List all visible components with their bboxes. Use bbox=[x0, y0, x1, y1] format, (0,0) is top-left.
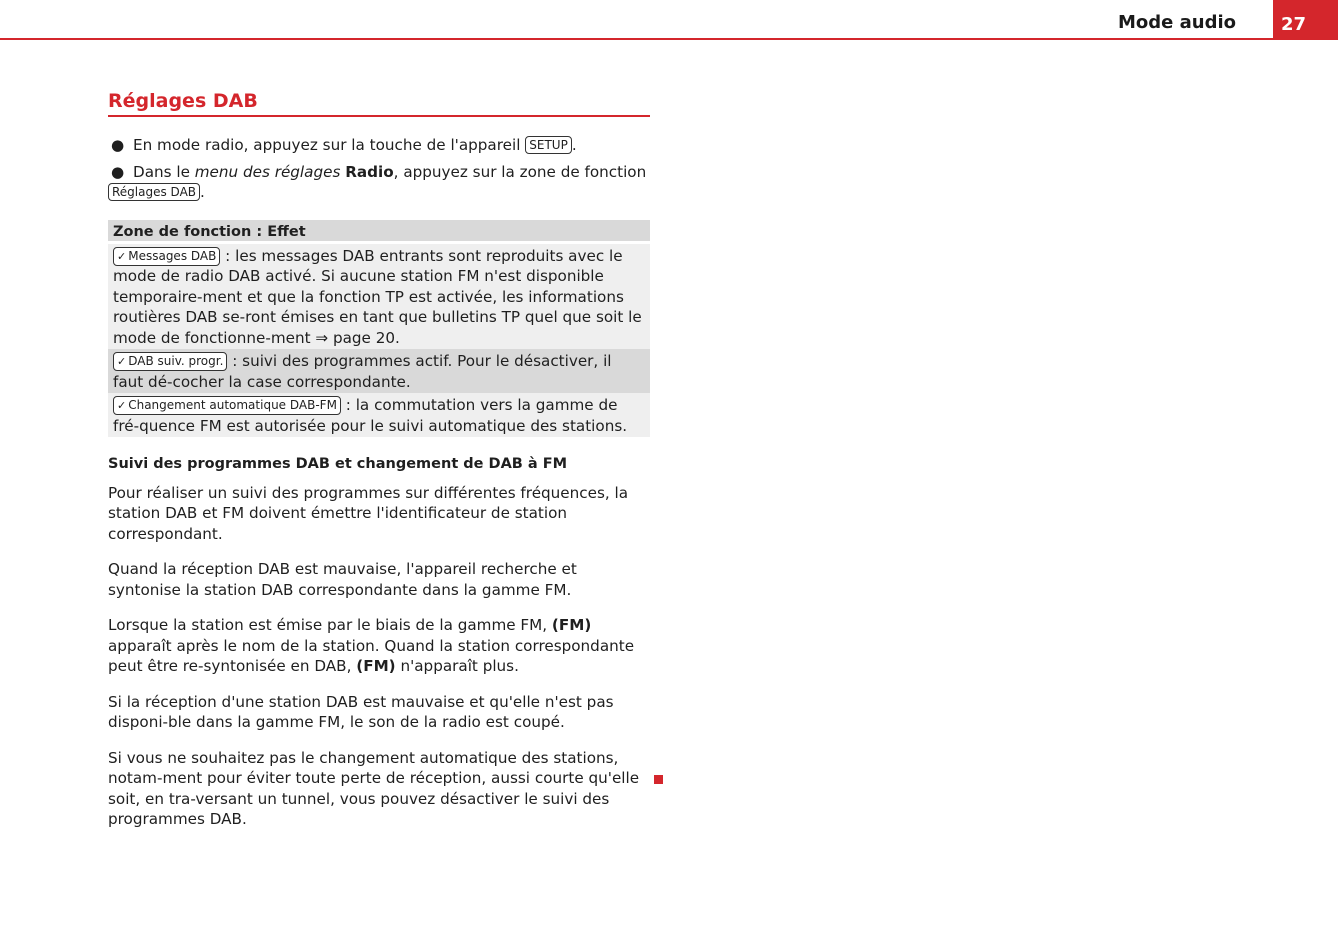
checkbox-icon: ✓ bbox=[117, 249, 127, 263]
checkbox-icon: ✓ bbox=[117, 399, 127, 412]
paragraph: Quand la réception DAB est mauvaise, l'appareil recherche et syntonise la station DAB correspondante dans la gamme FM. bbox=[108, 560, 577, 599]
row-text: : les messages DAB entrants sont reproduits avec le mode de radio DAB activé. Si aucune station FM n'est disponible temporaire-ment et que la fonction TP est activée, les informations routières DAB se-ront émises en tant que bulletins TP quel que soit le mode de fonctionne-ment ⇒ page 20. bbox=[113, 246, 642, 347]
header-rule bbox=[0, 38, 1338, 40]
bullet-punct: . bbox=[571, 136, 577, 154]
paragraph: Pour réaliser un suivi des programmes sur différentes fréquences, la station DAB et FM doivent émettre l'identificateur de station correspondant. bbox=[108, 483, 629, 543]
list-item bbox=[108, 135, 650, 156]
subheading: Suivi des programmes DAB et changement de DAB à FM bbox=[108, 456, 568, 472]
bullet-text: En mode radio, appuyez sur la touche de l'appareil bbox=[133, 136, 526, 154]
paragraph: Lorsque la station est émise par le biais de la gamme FM, (FM) apparaît après le nom de la station. Quand la station correspondante peut être re-syntonisée en DAB, (FM) n'apparaît plus. bbox=[108, 616, 635, 675]
changement-auto-key: ✓ Changement automatique DAB-FM bbox=[113, 396, 341, 415]
checkbox-icon: ✓ bbox=[117, 355, 127, 368]
function-table bbox=[108, 220, 650, 438]
bullet-text: , appuyez sur la zone de fonction bbox=[393, 162, 647, 181]
fm-indicator: (FM) bbox=[551, 616, 592, 634]
list-item bbox=[108, 162, 650, 203]
page-number: 27 bbox=[1273, 0, 1338, 40]
chapter-title: Mode audio bbox=[1117, 12, 1236, 33]
menu-name: menu des réglages bbox=[194, 162, 341, 181]
reglages-dab-key: Réglages DAB bbox=[108, 183, 200, 201]
menu-item-radio: Radio bbox=[345, 162, 394, 181]
row-text: : suivi des programmes actif. Pour le désactiver, il faut dé-cocher la case correspondante. bbox=[113, 352, 612, 391]
table-row bbox=[108, 244, 650, 350]
table-row bbox=[108, 349, 650, 393]
section-title: Réglages DAB bbox=[108, 88, 650, 117]
fm-indicator: (FM) bbox=[356, 657, 396, 675]
paragraph: Si vous ne souhaitez pas le changement automatique des stations, notam-ment pour éviter toute perte de réception, aussi courte qu'elle soit, en tra-versant un tunnel, vous pouvez désactiver le suivi des programmes DAB. bbox=[108, 748, 640, 828]
bullet-icon: ● bbox=[111, 162, 125, 181]
setup-key: SETUP bbox=[525, 136, 572, 154]
bullet-icon: ● bbox=[111, 136, 125, 154]
page-content bbox=[108, 88, 650, 845]
table-row bbox=[108, 393, 650, 437]
messages-dab-key: ✓ Messages DAB bbox=[113, 247, 220, 266]
bullet-punct: . bbox=[200, 183, 205, 201]
table-header: Zone de fonction : Effet bbox=[108, 220, 650, 241]
paragraph: Si la réception d'une station DAB est mauvaise et qu'elle n'est pas disponi-ble dans la gamme FM, le son de la radio est coupé. bbox=[108, 692, 614, 731]
end-of-section-mark bbox=[654, 775, 663, 784]
dab-suiv-progr-key: ✓ DAB suiv. progr. bbox=[113, 352, 227, 371]
row-text: : la commutation vers la gamme de fré-quence FM est autorisée pour le suivi automatique des stations. bbox=[113, 396, 628, 435]
bullet-text: Dans le bbox=[133, 162, 195, 181]
